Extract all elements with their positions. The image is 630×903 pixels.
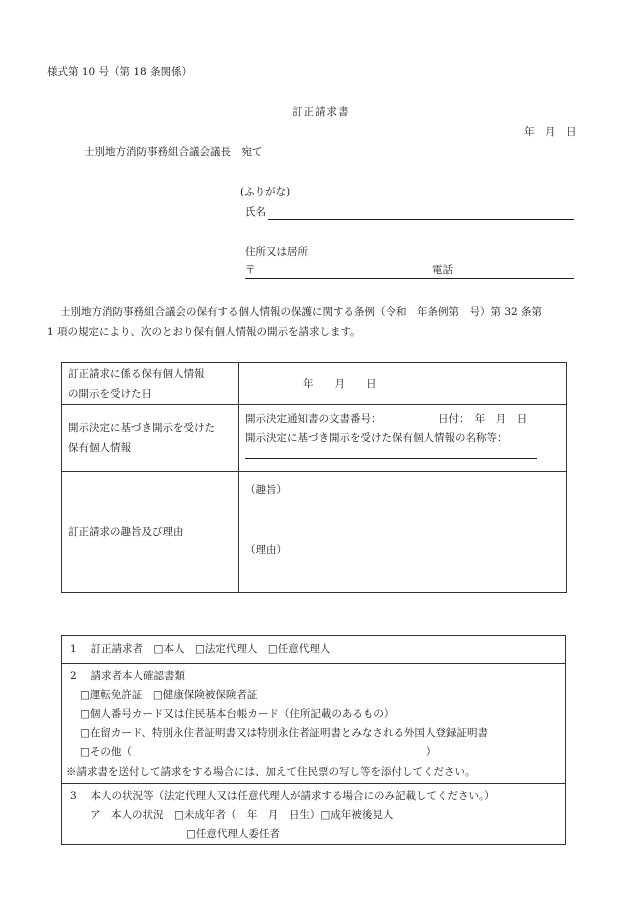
section-principal-status bbox=[62, 784, 565, 844]
table-row bbox=[62, 363, 567, 405]
purpose-reason-field[interactable] bbox=[239, 472, 567, 593]
request-text-line1: 士別地方消防事務組合議会の保有する個人情報の保護に関する条例（令和 年条例第 号）第 32 条第 bbox=[60, 306, 543, 318]
address-field[interactable] bbox=[245, 278, 574, 279]
principal-status-line2[interactable]: □任意代理人委任者 bbox=[186, 828, 280, 840]
id-doc-option[interactable]: □在留カード、特別永住者証明書又は特別永住者証明書とみなされる外国人登録証明書 bbox=[80, 727, 488, 739]
disclosure-date-field[interactable] bbox=[239, 363, 567, 405]
info-name-underline bbox=[245, 458, 537, 459]
table-row bbox=[62, 405, 567, 472]
address-label: 住所又は居所 bbox=[245, 246, 308, 258]
section-requester bbox=[62, 636, 565, 664]
id-doc-option[interactable]: □個人番号カード又は住民基本台帳カード（住所記載のあるもの） bbox=[80, 708, 395, 720]
principal-status-line1[interactable]: ア 本人の状況 □未成年者（ 年 月 日生）□成年被後見人 bbox=[90, 809, 394, 821]
id-documents-note: ※請求書を送付して請求をする場合には、加えて住民票の写し等を添付してください。 bbox=[66, 766, 476, 778]
section-id-documents bbox=[62, 664, 565, 784]
id-doc-option-other[interactable]: □その他（ ） bbox=[80, 746, 437, 758]
label-line: の開示を受けた日 bbox=[68, 387, 152, 400]
date-line: 年 月 日 bbox=[524, 126, 577, 138]
info-name-label: 開示決定に基づき開示を受けた保有個人情報の名称等： bbox=[245, 432, 508, 444]
id-documents-heading: 2 請求者本人確認書類 bbox=[70, 670, 186, 682]
disclosure-date-value: 年 月 日 bbox=[303, 377, 377, 390]
name-field[interactable] bbox=[268, 219, 574, 220]
table-row bbox=[62, 472, 567, 593]
disclosed-info-field[interactable] bbox=[239, 405, 567, 472]
row-label-purpose-reason bbox=[62, 472, 239, 593]
label-line: 開示決定に基づき開示を受けた bbox=[68, 422, 215, 434]
phone-label: 電話 bbox=[432, 264, 453, 276]
requester-type-text: 1 訂正請求者 □本人 □法定代理人 □任意代理人 bbox=[70, 643, 331, 655]
id-doc-option[interactable]: □運転免許証 □健康保険被保険者証 bbox=[80, 689, 258, 701]
row-label-disclosure-date bbox=[62, 363, 239, 405]
name-label: 氏名 bbox=[245, 206, 266, 218]
label-line: 訂正請求の趣旨及び理由 bbox=[68, 526, 184, 538]
principal-status-heading: 3 本人の状況等（法定代理人又は任意代理人が請求する場合にのみ記載してください。） bbox=[70, 790, 495, 802]
label-line: 訂正請求に係る保有個人情報 bbox=[68, 367, 205, 380]
doc-date-label: 日付： 年 月 日 bbox=[438, 413, 528, 425]
reason-label: （理由） bbox=[245, 544, 287, 556]
request-details-table bbox=[61, 362, 567, 593]
furigana-label: (ふりがな) bbox=[240, 186, 291, 198]
label-line: 保有個人情報 bbox=[68, 442, 131, 454]
form-number: 様式第 10 号（第 18 条関係） bbox=[47, 66, 193, 78]
doc-number-label: 開示決定通知書の文書番号： bbox=[245, 413, 382, 425]
postal-mark: 〒 bbox=[245, 264, 256, 276]
addressee: 士別地方消防事務組合議会議長 宛て bbox=[84, 146, 263, 158]
purpose-label: （趣旨） bbox=[245, 484, 287, 496]
requester-info-box bbox=[61, 635, 566, 845]
row-label-disclosed-info bbox=[62, 405, 239, 472]
page-title: 訂正請求書 bbox=[292, 106, 350, 118]
request-text-line2: 1 項の規定により、次のとおり保有個人情報の開示を請求します。 bbox=[47, 326, 361, 338]
